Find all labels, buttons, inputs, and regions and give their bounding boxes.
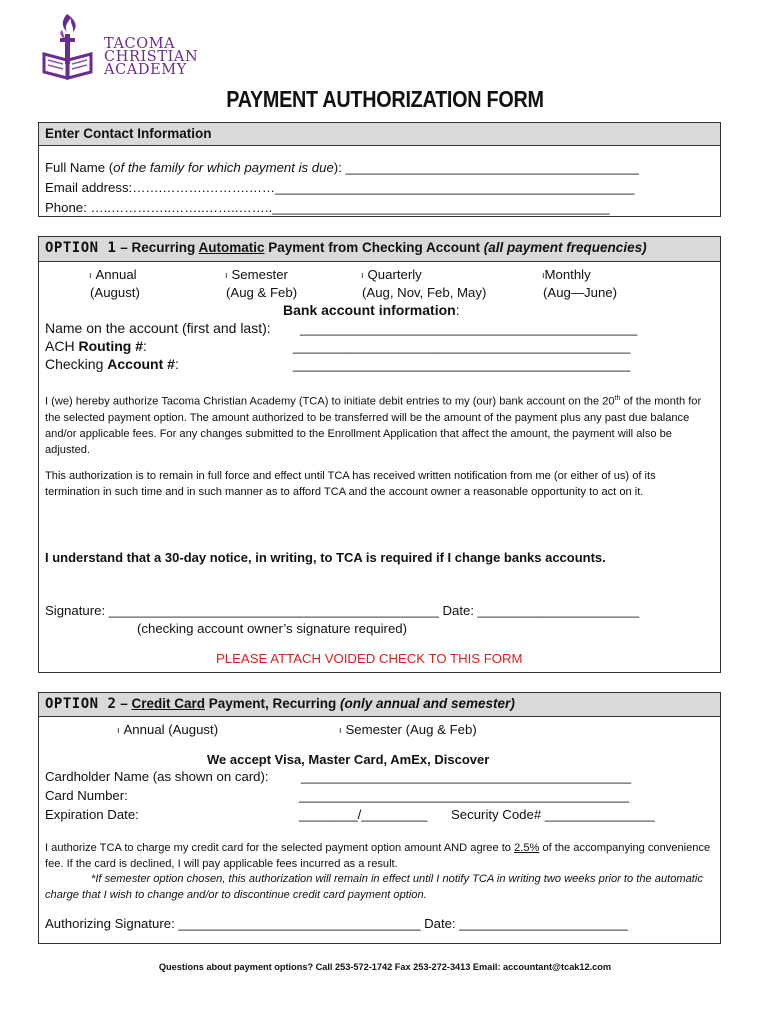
account-name-input[interactable]: ______________________________________________ (300, 321, 638, 336)
school-logo-icon (40, 10, 98, 82)
full-name-field[interactable]: Full Name (of the family for which payment is due): ________________________________________ (45, 160, 639, 175)
contact-section-header (39, 123, 720, 146)
frequency-annual-note: (August) (90, 285, 140, 300)
frequency-monthly-checkbox[interactable]: ıMonthly (542, 267, 591, 282)
frequency-semester-checkbox[interactable]: ı Semester (225, 267, 288, 282)
credit-card-authorization-text: I authorize TCA to charge my credit card for the selected payment option amount AND agree to 2.5% of the accompanying convenience fee. If the card is declined, I will pay applicable fees incurred as a result. (45, 842, 711, 870)
account-number-label: Checking Account #: (45, 356, 179, 372)
cc-semester-checkbox[interactable]: ı Semester (Aug & Feb) (339, 722, 477, 737)
option2-section (38, 692, 721, 944)
routing-label: ACH Routing #: (45, 338, 147, 354)
checking-signature-line[interactable]: Signature: _____________________________________________ Date: ______________________ (45, 603, 640, 618)
frequency-monthly-note: (Aug—June) (543, 285, 618, 300)
school-name-logo: TACOMA CHRISTIAN ACADEMY (104, 36, 199, 78)
page-title: PAYMENT AUTHORIZATION FORM (226, 86, 544, 112)
option2-title: OPTION 2 – Credit Card Payment, Recurring (only annual and semester) (45, 696, 515, 712)
expiration-input[interactable]: ________/_________ (299, 807, 428, 822)
contact-section (38, 122, 721, 217)
security-code-input[interactable]: Security Code# _______________ (451, 807, 655, 822)
termination-text: This authorization is to remain in full force and effect until TCA has received written notification from me (or either of us) of its termination in such time and in such manner as to afford TCA and the account owner a reasonable opportunity to act on it. (45, 470, 656, 498)
authorizing-signature-line[interactable]: Authorizing Signature: _________________________________ Date: _______________________ (45, 916, 628, 931)
option1-header (39, 237, 720, 262)
debit-authorization-text: I (we) hereby authorize Tacoma Christian Academy (TCA) to initiate debit entries to my (our) bank account on the 20th of the month for the selected payment option. The amount authorized to be transferred will be the amount of the payment plus any past due balance and/or applicable fees. For any changes submitted to the Enrollment Application that affect the amount, the payment will also be adjusted. (45, 395, 702, 456)
contact-footer: Questions about payment options? Call 253-572-1742 Fax 253-272-3413 Email: accountant@tcak12.com (158, 962, 612, 972)
expiration-label: Expiration Date: (45, 807, 139, 822)
frequency-annual-checkbox[interactable]: ı Annual (89, 267, 137, 282)
bank-info-heading: Bank account information: (283, 302, 460, 318)
cardholder-input[interactable]: _____________________________________________ (301, 769, 632, 784)
account-name-label: Name on the account (first and last): (45, 320, 271, 336)
bank-change-notice: I understand that a 30-day notice, in writing, to TCA is required if I change banks accounts. (45, 550, 606, 565)
email-field[interactable]: Email address:…….……….……….……_________________________________________________ (45, 180, 635, 195)
routing-number-input[interactable]: ______________________________________________ (293, 339, 631, 354)
frequency-quarterly-checkbox[interactable]: ı Quarterly (361, 267, 422, 282)
cc-annual-checkbox[interactable]: ı Annual (August) (117, 722, 219, 737)
accepted-cards-text: We accept Visa, Master Card, AmEx, Discover (207, 752, 490, 767)
option1-title: OPTION 1 – Recurring Automatic Payment from Checking Account (all payment frequencies) (45, 240, 647, 256)
phone-field[interactable]: Phone: …..…………..……..……..……..______________________________________________ (45, 200, 610, 215)
contact-header-label: Enter Contact Information (45, 126, 212, 141)
account-number-input[interactable]: ______________________________________________ (293, 357, 631, 372)
attach-voided-check-note: PLEASE ATTACH VOIDED CHECK TO THIS FORM (216, 651, 523, 666)
frequency-quarterly-note: (Aug, Nov, Feb, May) (362, 285, 487, 300)
signature-requirement-note: (checking account owner’s signature required) (137, 621, 408, 636)
semester-option-note: *If semester option chosen, this authorization will remain in effect until I notify TCA in writing two weeks prior to the automatic charge that I wish to change and/or to discontinue credit card payment option. (45, 873, 703, 901)
card-number-label: Card Number: (45, 788, 128, 803)
option2-header (39, 693, 720, 717)
frequency-semester-note: (Aug & Feb) (226, 285, 298, 300)
cardholder-label: Cardholder Name (as shown on card): (45, 769, 269, 784)
option1-section (38, 236, 721, 673)
card-number-input[interactable]: _____________________________________________ (299, 788, 630, 803)
